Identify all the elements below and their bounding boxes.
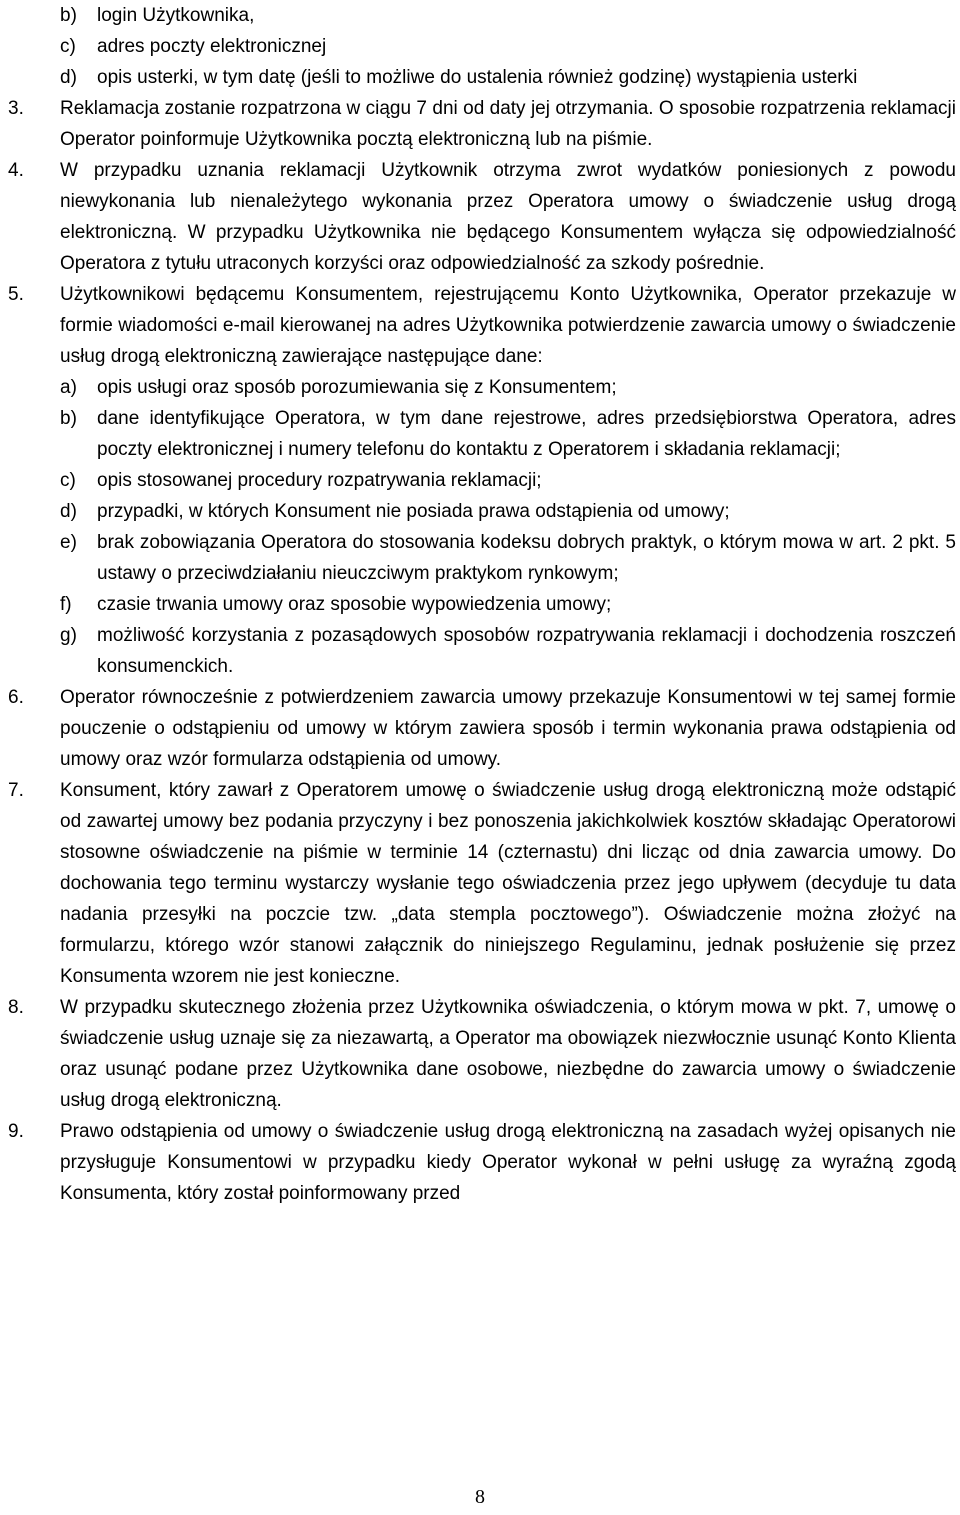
- item-text: Operator równocześnie z potwierdzeniem zawarcia umowy przekazuje Konsumentowi w tej samej formie pouczenie o odstąpieniu od umowy w którym zawiera sposób i termin wykonania prawa odstąpienia od umowy oraz wzór formularza odstąpienia od umowy.: [60, 687, 956, 770]
- list-item: [60, 0, 956, 31]
- list-letter: c): [60, 36, 76, 57]
- item-text: W przypadku uznania reklamacji Użytkownik otrzyma zwrot wydatków poniesionych z powodu niewykonania lub nienależytego wykonania przez Operatora umowy o świadczenie usług drogą elektroniczną. W przypadku Użytkownika nie będącego Konsumentem wyłącza się odpowiedzialność Operatora z tytułu utraconych korzyści oraz odpowiedzialność za szkody pośrednie.: [60, 160, 956, 274]
- document-body: [8, 0, 956, 1209]
- item-text: Użytkownikowi będącemu Konsumentem, rejestrującemu Konto Użytkownika, Operator przekazuje w formie wiadomości e-mail kierowanej na adres Użytkownika potwierdzenie zawarcia umowy o świadczenie usług drogą elektroniczną zawierające następujące dane:: [60, 284, 956, 367]
- list-text: login Użytkownika,: [97, 5, 255, 26]
- list-letter: b): [60, 5, 77, 26]
- list-letter: a): [60, 377, 77, 398]
- numbered-item: [8, 93, 956, 155]
- item-5-sub-list: [8, 372, 956, 682]
- list-item: [60, 372, 956, 403]
- list-item: [60, 496, 956, 527]
- list-letter: e): [60, 532, 77, 553]
- list-text: możliwość korzystania z pozasądowych sposobów rozpatrywania reklamacji i dochodzenia roszczeń konsumenckich.: [97, 625, 956, 677]
- item-text: Prawo odstąpienia od umowy o świadczenie usług drogą elektroniczną na zasadach wyżej opisanych nie przysługuje Konsumentowi w przypadku kiedy Operator wykonał w pełni usługę za wyraźną zgodą Konsumenta, który został poinformowany przed: [60, 1121, 956, 1204]
- item-number: 7.: [8, 780, 24, 801]
- list-letter: b): [60, 408, 77, 429]
- list-item: [60, 620, 956, 682]
- list-letter: d): [60, 67, 77, 88]
- numbered-item: [8, 155, 956, 279]
- list-item: [60, 31, 956, 62]
- list-text: opis usługi oraz sposób porozumiewania się z Konsumentem;: [97, 377, 617, 398]
- item-text: Konsument, który zawarł z Operatorem umowę o świadczenie usług drogą elektroniczną może odstąpić od zawartej umowy bez podania przyczyny i bez ponoszenia jakichkolwiek kosztów składając Operatorowi stosowne oświadczenie na piśmie w terminie 14 (czternastu) dni licząc od dnia zawarcia umowy. Do dochowania tego terminu wystarczy wysłanie tego oświadczenia przez jego upływem (decyduje tu data nadania przesyłki na poczcie tzw. „data stempla pocztowego”). Oświadczenie można złożyć na formularzu, którego wzór stanowi załącznik do niniejszego Regulaminu, jednak posłużenie się przez Konsumenta wzorem nie jest konieczne.: [60, 780, 956, 987]
- list-letter: g): [60, 625, 77, 646]
- item-number: 9.: [8, 1121, 24, 1142]
- item-number: 4.: [8, 160, 24, 181]
- item-text: W przypadku skutecznego złożenia przez Użytkownika oświadczenia, o którym mowa w pkt. 7, umowę o świadczenie usług uznaje się za niezawartą, a Operator ma obowiązek niezwłocznie usunąć Konto Klienta oraz usunąć podane przez Użytkownika dane osobowe, niezbędne do zawarcia umowy o świadczenie usług drogą elektroniczną.: [60, 997, 956, 1111]
- list-text: adres poczty elektronicznej: [97, 36, 327, 57]
- top-sub-list: [8, 0, 956, 93]
- numbered-item: [8, 279, 956, 372]
- item-number: 6.: [8, 687, 24, 708]
- list-text: przypadki, w których Konsument nie posiada prawa odstąpienia od umowy;: [97, 501, 730, 522]
- list-item: [60, 403, 956, 465]
- list-item: [60, 589, 956, 620]
- list-text: opis stosowanej procedury rozpatrywania reklamacji;: [97, 470, 542, 491]
- list-item: [60, 527, 956, 589]
- list-text: dane identyfikujące Operatora, w tym dane rejestrowe, adres przedsiębiorstwa Operatora, adres poczty elektronicznej i numery telefonu do kontaktu z Operatorem i składania reklamacji;: [97, 408, 956, 460]
- numbered-item: [8, 1116, 956, 1209]
- list-letter: d): [60, 501, 77, 522]
- item-text: Reklamacja zostanie rozpatrzona w ciągu 7 dni od daty jej otrzymania. O sposobie rozpatrzenia reklamacji Operator poinformuje Użytkownika pocztą elektroniczną lub na piśmie.: [60, 98, 956, 150]
- item-number: 3.: [8, 98, 24, 119]
- list-text: brak zobowiązania Operatora do stosowania kodeksu dobrych praktyk, o którym mowa w art. 2 pkt. 5 ustawy o przeciwdziałaniu nieuczciwym praktykom rynkowym;: [97, 532, 956, 584]
- list-item: [60, 465, 956, 496]
- list-text: czasie trwania umowy oraz sposobie wypowiedzenia umowy;: [97, 594, 612, 615]
- list-text: opis usterki, w tym datę (jeśli to możliwe do ustalenia również godzinę) wystąpienia usterki: [97, 67, 858, 88]
- numbered-item: [8, 992, 956, 1116]
- list-letter: c): [60, 470, 76, 491]
- page-number: 8: [475, 1486, 485, 1508]
- item-number: 5.: [8, 284, 24, 305]
- list-letter: f): [60, 594, 72, 615]
- item-number: 8.: [8, 997, 24, 1018]
- numbered-item: [8, 682, 956, 775]
- list-item: [60, 62, 956, 93]
- numbered-item: [8, 775, 956, 992]
